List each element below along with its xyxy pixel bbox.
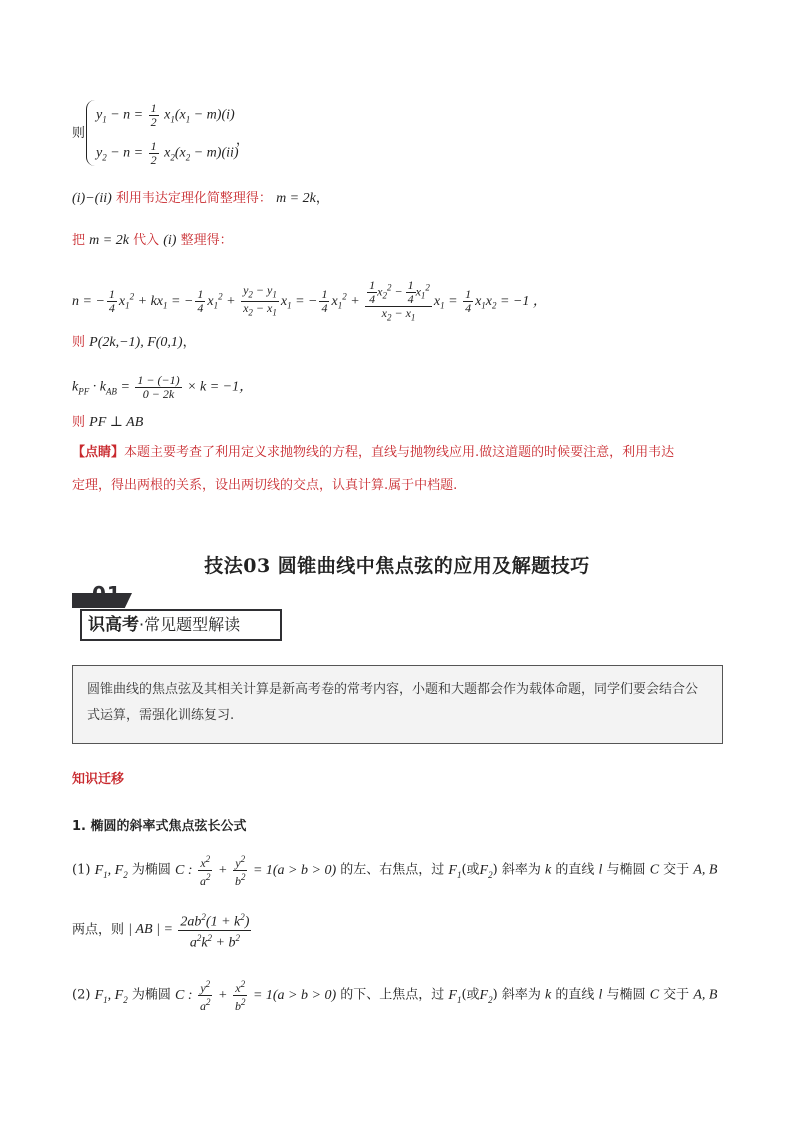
p1-text-a: 为椭圆 [131,862,171,878]
p2-line: (2) $F_1$, $F_2$ 为椭圆 C : $\frac{y^2}{a^2}$ + $\frac{x^2}{b^2}$ = 1(a > b > 0) 的下、上焦点，过 $F_1$(或$F_2$) 斜率为 k 的直线 l 与椭圆 C 交于 A, B [72,979,718,1013]
banner-box [80,609,282,641]
step2-prefix: 把 [72,233,86,248]
system-brace [86,100,95,166]
comment-label: 【点睛】 [72,445,125,460]
step2-m: m = 2k [89,233,129,248]
p1-text-d: 的直线 [555,862,595,878]
p2-text-a: 为椭圆 [131,987,171,1003]
step2-ref: (i) [163,233,177,248]
p2-text-f: 交于 [663,987,690,1003]
comment-text-1: 本题主要考查了利用定义求抛物线的方程，直线与抛物线应用.做这道题的时候要注意，利用韦达 [124,445,675,460]
step1-text: 利用韦达定理化简整理得： [115,191,272,206]
banner-rest: ·常见题型解读 [139,615,241,634]
item1-title: 1. 椭圆的斜率式焦点弦长公式 [72,819,247,834]
p1-label: (1) [72,862,91,878]
p1-text-b: 的左、右焦点，过 [340,862,445,878]
comment-line-2: 定理，得出两根的关系，设出两切线的交点，认真计算.属于中档题. [72,478,458,493]
p1-line2-prefix: 两点，则 [72,922,125,938]
slope-result: × k = −1 [187,379,240,395]
intro-text: 圆锥曲线的焦点弦及其相关计算是新高考卷的常考内容，小题和大题都会作为载体命题，同学们要会结合公式运算，需强化训练复习. [87,682,699,723]
p-coords: P(2k,−1), F(0,1) [89,335,183,350]
perp-statement: PF ⊥ AB [89,415,144,430]
p1-line: (1) $F_1$, $F_2$ 为椭圆 C : $\frac{x^2}{a^2}$ + $\frac{y^2}{b^2}$ = 1(a > b > 0) 的左、右焦点，过 $F_1$(或$F_2$) 斜率为 k 的直线 l 与椭圆 C 交于 A, B [72,854,718,888]
perp-line [72,414,143,432]
knowledge-heading: 知识迁移 [72,772,125,787]
step1-result: m = 2k [276,191,316,206]
system-equation-2: $y_2 - n$ = $\frac{1}{2}$ $x_2(x_2 - m)(ii)$ [96,139,239,167]
p1-text-c: 斜率为 [501,862,541,878]
banner-bold: 识高考 [88,615,139,635]
section-title: 技法03 圆锥曲线中焦点弦的应用及解题技巧 [204,555,590,577]
then-label: 则 [72,126,86,141]
p1-line-2: 两点，则 | AB | = $\frac{2ab^2(1 + k^2)}{a^2k^2 + b^2}$ [72,912,250,951]
intro-box [72,665,723,744]
p2-text-e: 与椭圆 [606,987,646,1003]
step2-mid: 代入 [133,233,160,248]
step1-label: (i)−(ii) [72,191,112,206]
banner-number: 01 [92,582,122,606]
slope-product: $k_{PF} \cdot k_{AB}$ = $\frac{1 - (-1)}{0 - 2k}$ × k = −1， [72,373,254,401]
p2-label: (2) [72,987,91,1003]
p2-text-b: 的下、上焦点，过 [340,987,445,1003]
step1-line: (i)−(ii) 利用韦达定理化简整理得： m = 2k， [72,191,329,206]
comma-1: ， [236,133,250,148]
step2-suffix: 整理得： [180,233,233,248]
p2-text-c: 斜率为 [501,987,541,1003]
p2-text-d: 的直线 [555,987,595,1003]
then-perp: 则 [72,415,86,430]
then-p: 则 [72,335,86,350]
p-line: 则 P(2k,−1), F(0,1)， [72,335,196,350]
n-equation: n = − $\frac{1}{4}$ $x_1^2 + kx_1$ = − $\frac{1}{4}$ $x_1^2$ + $\frac{y_2 - y_1}{x_2 - x_1}$ $x_1$ = − $\frac{1}{4}$ $x_1^2$ + $\frac{1}{4}$ $x_2^2$ − $\frac{1}{4}$ $x_1^2$ $x_2 - x_1$ $x_1$ = $\frac{1}{4}$ $x_1x_2 = -1$ ， [72,278,547,323]
system-equation-1: $y_1 - n$ = $\frac{1}{2}$ $x_1(x_1 - m)(i)$ [96,101,235,129]
p1-text-e: 与椭圆 [606,862,646,878]
p1-text-f: 交于 [663,862,690,878]
comment-line-1 [72,444,674,462]
step2-line [72,232,233,250]
